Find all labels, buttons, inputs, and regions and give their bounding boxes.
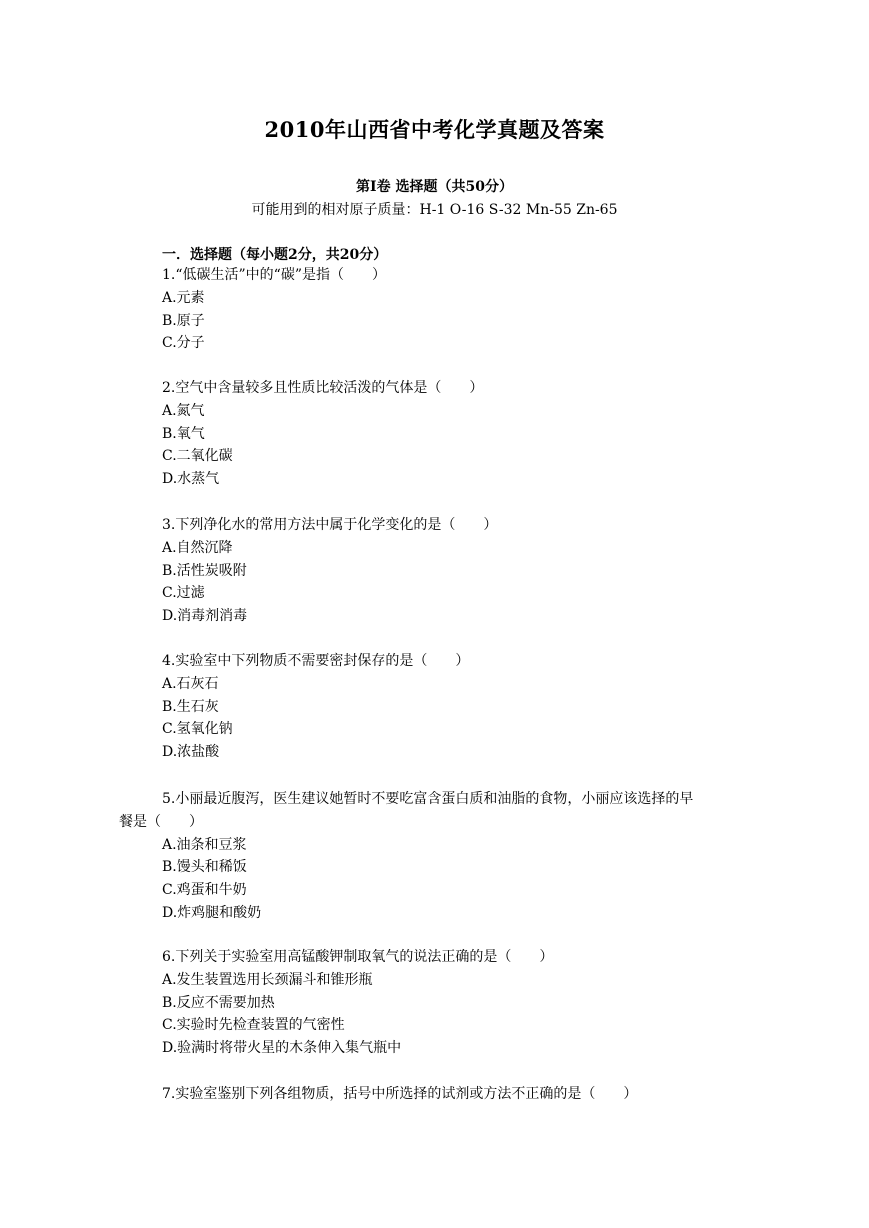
question-2: [162, 377, 762, 491]
document-title: 2010年山西省中考化学真题及答案: [264, 117, 605, 142]
option-a: A.油条和豆浆: [162, 836, 247, 853]
option-d: D.浓盐酸: [162, 744, 220, 761]
question-7: [162, 1083, 762, 1106]
question-6: [162, 946, 762, 1060]
question-stem: 2.空气中含量较多且性质比较活泼的气体是（ ）: [162, 380, 484, 396]
question-stem: 7.实验室鉴别下列各组物质，括号中所选择的试剂或方法不正确的是（ ）: [162, 1086, 638, 1102]
question-stem: 4.实验室中下列物质不需要密封保存的是（ ）: [162, 653, 470, 669]
option-c: C.过滤: [162, 585, 205, 602]
question-stem: 1.“低碳生活”中的“碳”是指（ ）: [162, 267, 386, 283]
option-c: C.鸡蛋和牛奶: [162, 882, 247, 899]
option-d: D.炸鸡腿和酸奶: [162, 904, 262, 921]
option-b: B.生石灰: [162, 698, 219, 715]
option-a: A.石灰石: [162, 675, 219, 692]
option-a: A.自然沉降: [162, 539, 233, 556]
question-stem: 3.下列净化水的常用方法中属于化学变化的是（ ）: [162, 517, 498, 533]
option-a: A.发生装置选用长颈漏斗和锥形瓶: [162, 971, 373, 988]
option-b: B.反应不需要加热: [162, 994, 275, 1011]
option-c: C.氢氧化钠: [162, 721, 233, 738]
option-b: B.馒头和稀饭: [162, 859, 247, 876]
question-stem-line-2: 餐是（ ）: [119, 813, 203, 830]
section-heading: 第Ⅰ卷 选择题（共50分）: [356, 179, 513, 195]
question-stem: 6.下列关于实验室用高锰酸钾制取氧气的说法正确的是（ ）: [162, 949, 554, 965]
part-heading: 一．选择题（每小题2分，共20分）: [162, 247, 388, 263]
option-b: B.氧气: [162, 425, 205, 442]
question-5: [119, 788, 762, 925]
question-stem-line-1: 5.小丽最近腹泻，医生建议她暂时不要吃富含蛋白质和油脂的食物，小丽应该选择的早: [162, 791, 694, 807]
atomic-masses-note: 可能用到的相对原子质量：H-1 O-16 S-32 Mn-55 Zn-65: [251, 202, 618, 218]
question-1: [162, 264, 762, 355]
option-d: D.消毒剂消毒: [162, 608, 248, 625]
option-c: C.二氧化碳: [162, 448, 233, 465]
option-c: C.分子: [162, 335, 205, 352]
option-b: B.原子: [162, 312, 205, 329]
option-d: D.验满时将带火星的木条伸入集气瓶中: [162, 1040, 402, 1057]
question-3: [162, 514, 762, 628]
question-4: [162, 650, 762, 764]
option-a: A.元素: [162, 289, 205, 306]
option-c: C.实验时先检查装置的气密性: [162, 1017, 345, 1034]
option-a: A.氮气: [162, 402, 205, 419]
option-d: D.水蒸气: [162, 471, 220, 488]
option-b: B.活性炭吸附: [162, 562, 247, 579]
